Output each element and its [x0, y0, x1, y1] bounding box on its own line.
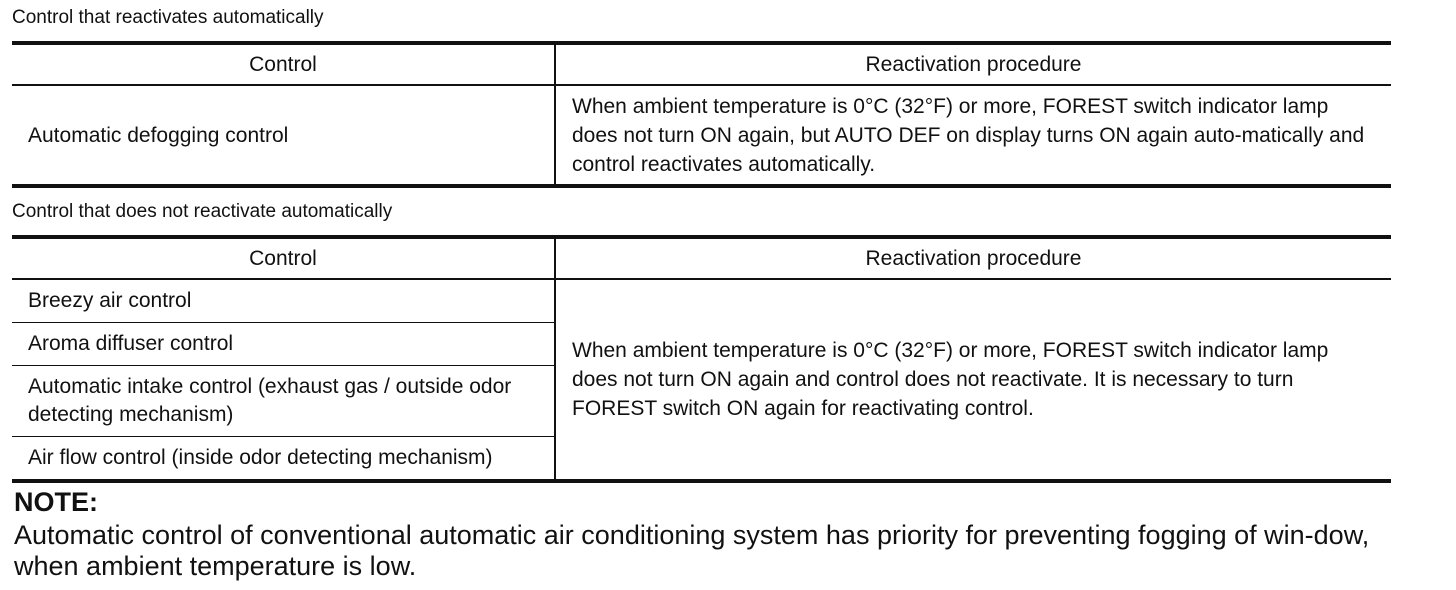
- control-column-header: Control: [12, 237, 555, 279]
- procedure-cell: When ambient temperature is 0°C (32°F) or more, FOREST switch indicator lamp does not turn ON again, but AUTO DEF on display turns ON again auto-matically and control reactivates automatically.: [572, 94, 1365, 176]
- table-header-row: [12, 43, 1391, 85]
- procedure-column-header: Reactivation procedure: [555, 43, 1391, 85]
- manual-reactivate-table: [12, 235, 1391, 483]
- section-1-caption: Control that reactivates automatically: [12, 7, 324, 28]
- control-cell: Automatic defogging control: [12, 85, 555, 186]
- auto-reactivate-table: [12, 41, 1391, 188]
- table-row: [12, 85, 1391, 186]
- table-header-row: [12, 237, 1391, 279]
- control-cell: Aroma diffuser control: [12, 323, 555, 366]
- section-2-caption: Control that does not reactivate automatically: [12, 201, 393, 222]
- table-row: [12, 279, 1391, 323]
- procedure-cell: When ambient temperature is 0°C (32°F) or more, FOREST switch indicator lamp does not turn ON again and control does not reactivate. It is necessary to turn FOREST switch ON again for reactivating control.: [572, 339, 1329, 420]
- control-cell: Automatic intake control (exhaust gas / outside odor detecting mechanism): [12, 366, 555, 437]
- note-text: Automatic control of conventional automatic air conditioning system has priority for preventing fogging of win-dow, when ambient temperature is low.: [14, 520, 1370, 581]
- note-title: NOTE:: [14, 487, 98, 517]
- procedure-column-header: Reactivation procedure: [555, 237, 1391, 279]
- control-cell: Air flow control (inside odor detecting mechanism): [12, 437, 555, 482]
- control-cell: Breezy air control: [12, 279, 555, 323]
- control-column-header: Control: [12, 43, 555, 85]
